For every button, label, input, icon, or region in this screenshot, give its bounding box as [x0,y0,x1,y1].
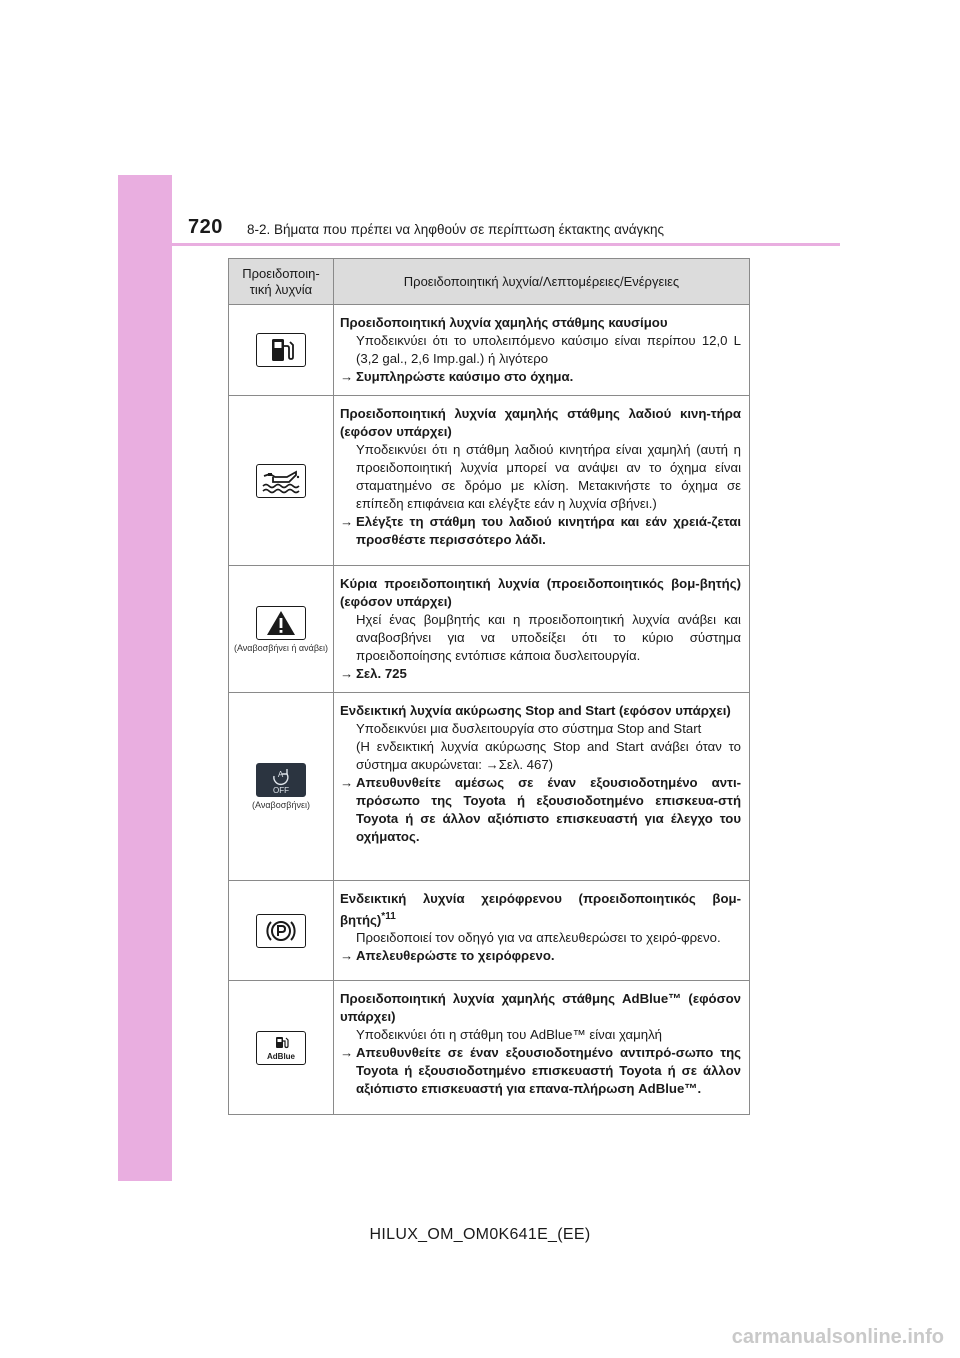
table-row [229,881,750,981]
icon-note: (Αναβοσβήνει) [252,800,310,810]
row-title: Προειδοποιητική λυχνία χαμηλής στάθμης AdBlue™ (εφόσον υπάρχει) [340,991,741,1024]
icon-cell [229,881,334,981]
column-header-description: Προειδοποιητική λυχνία/Λεπτομέρειες/Ενέργειες [334,259,750,305]
row-action-text: Απελευθερώστε το χειρόφρενο. [356,948,555,964]
icon-cell [229,305,334,396]
row-action-text: Συμπληρώστε καύσιμο στο όχημα. [356,369,574,384]
section-title: 8-2. Βήματα που πρέπει να ληφθούν σε περίπτωση έκτακτης ανάγκης [247,222,665,237]
row-action-text: Απευθυνθείτε σε έναν εξουσιοδοτημένο αντιπρό-σωπο της Toyota ή εξουσιοδοτημένο επισκευαστή Toyota ή σε άλλον αξιόπιστο επισκευαστή για επανα-πλήρωση AdBlue™. [356,1045,741,1096]
row-body: Υποδεικνύει ότι η στάθμη λαδιού κινητήρα είναι χαμηλή (αυτή η προειδοποιητική λυχνία μπορεί να ανάψει αν το όχημα είναι σταματημένο σε δρόμο με κλίση. Μετακινήστε το όχημα σε επίπεδη επιφάνεια και ελέγξτε εάν η λυχνία σβήνει.) [356,442,741,511]
row-action-text: Ελέγξτε τη στάθμη του λαδιού κινητήρα και εάν χρειά-ζεται προσθέστε περισσότερο λάδι. [356,514,741,547]
arrow-icon: → [340,666,354,681]
row-title: Προειδοποιητική λυχνία χαμηλής στάθμης λαδιού κινη-τήρα (εφόσον υπάρχει) [340,406,741,439]
arrow-icon: → [340,775,354,790]
row-title: Ενδεικτική λυχνία ακύρωσης Stop and Start (εφόσον υπάρχει) [340,703,731,718]
row-body: Υποδεικνύει ότι η στάθμη του AdBlue™ είναι χαμηλή [356,1027,663,1042]
description-cell [334,881,750,981]
row-action [340,513,741,549]
svg-text:A: A [277,770,284,779]
row-action-text: Απευθυνθείτε αμέσως σε έναν εξουσιοδοτημένο αντι-πρόσωπο της Toyota ή εξουσιοδοτημένο επισκευα-στή Toyota ή σε άλλον αξιόπιστο επισκευαστή για έλεγχο του οχήματος. [356,775,741,844]
icon-cell [229,566,334,693]
row-body: Προειδοποιεί τον οδηγό για να απελευθερώσει το χειρό-φρενο. [356,930,721,946]
column-header-icon: Προειδοποιη-τική λυχνία [229,259,334,305]
icon-cell [229,396,334,566]
description-cell [334,566,750,693]
page-number: 720 [188,216,223,238]
description-cell [334,693,750,881]
table-row [229,693,750,881]
row-action [340,368,741,386]
row-action [340,947,741,965]
icon-cell [229,693,334,881]
description-cell [334,305,750,396]
master-warning-icon [256,606,306,640]
icon-cell [229,981,334,1115]
adblue-label: AdBlue [267,1051,295,1061]
row-action [340,1044,741,1098]
arrow-icon: → [340,1045,354,1060]
table-row [229,396,750,566]
table-header-row [229,259,750,305]
row-body: Υποδεικνύει μια δυσλειτουργία στο σύστημα Stop and Start [356,721,702,736]
section-color-bar [118,175,172,1181]
row-action [340,774,741,846]
row-body: Ηχεί ένας βομβητής και η προειδοποιητική λυχνία ανάβει και αναβοσβήνει για να υποδείξει ότι το κύριο σύστημα προειδοποίησης εντόπισε κάποια δυσλειτουργία. [356,612,741,663]
description-cell [334,981,750,1115]
row-title [340,890,741,929]
arrow-icon: → [340,948,354,964]
row-title-text: Ενδεικτική λυχνία χειρόφρενου (προειδοποιητικός βομ-βητής) [340,891,741,928]
description-cell [334,396,750,566]
parking-brake-icon [256,914,306,948]
table-row [229,305,750,396]
adblue-icon [256,1031,306,1065]
warning-lights-table [228,258,750,1115]
row-action [340,665,741,683]
row-body-note: (Η ενδεικτική λυχνία ακύρωσης Stop and Start ανάβει όταν το σύστημα ακυρώνεται: →Σελ. 467) [356,739,741,772]
stop-start-off-icon [256,763,306,797]
row-body: Υποδεικνύει ότι το υπολειπόμενο καύσιμο είναι περίπου 12,0 L (3,2 gal., 2,6 Imp.gal.) ή λιγότερο [356,333,741,366]
row-title: Κύρια προειδοποιητική λυχνία (προειδοποιητικός βομ-βητής) (εφόσον υπάρχει) [340,576,741,609]
icon-note: (Αναβοσβήνει ή ανάβει) [233,642,329,653]
stop-start-off-label: OFF [273,786,289,795]
watermark-text: carmanualsonline.info [731,1326,944,1348]
document-code: HILUX_OM_OM0K641E_(EE) [369,1226,591,1243]
arrow-icon: → [340,369,354,384]
oil-level-icon [256,464,306,498]
row-action-text: Σελ. 725 [356,666,407,681]
arrow-icon: → [340,514,354,529]
fuel-pump-icon [256,333,306,367]
header-divider [172,243,840,246]
row-title: Προειδοποιητική λυχνία χαμηλής στάθμης καυσίμου [340,315,668,330]
table-row [229,566,750,693]
footnote-marker: *11 [381,911,396,922]
table-row [229,981,750,1115]
